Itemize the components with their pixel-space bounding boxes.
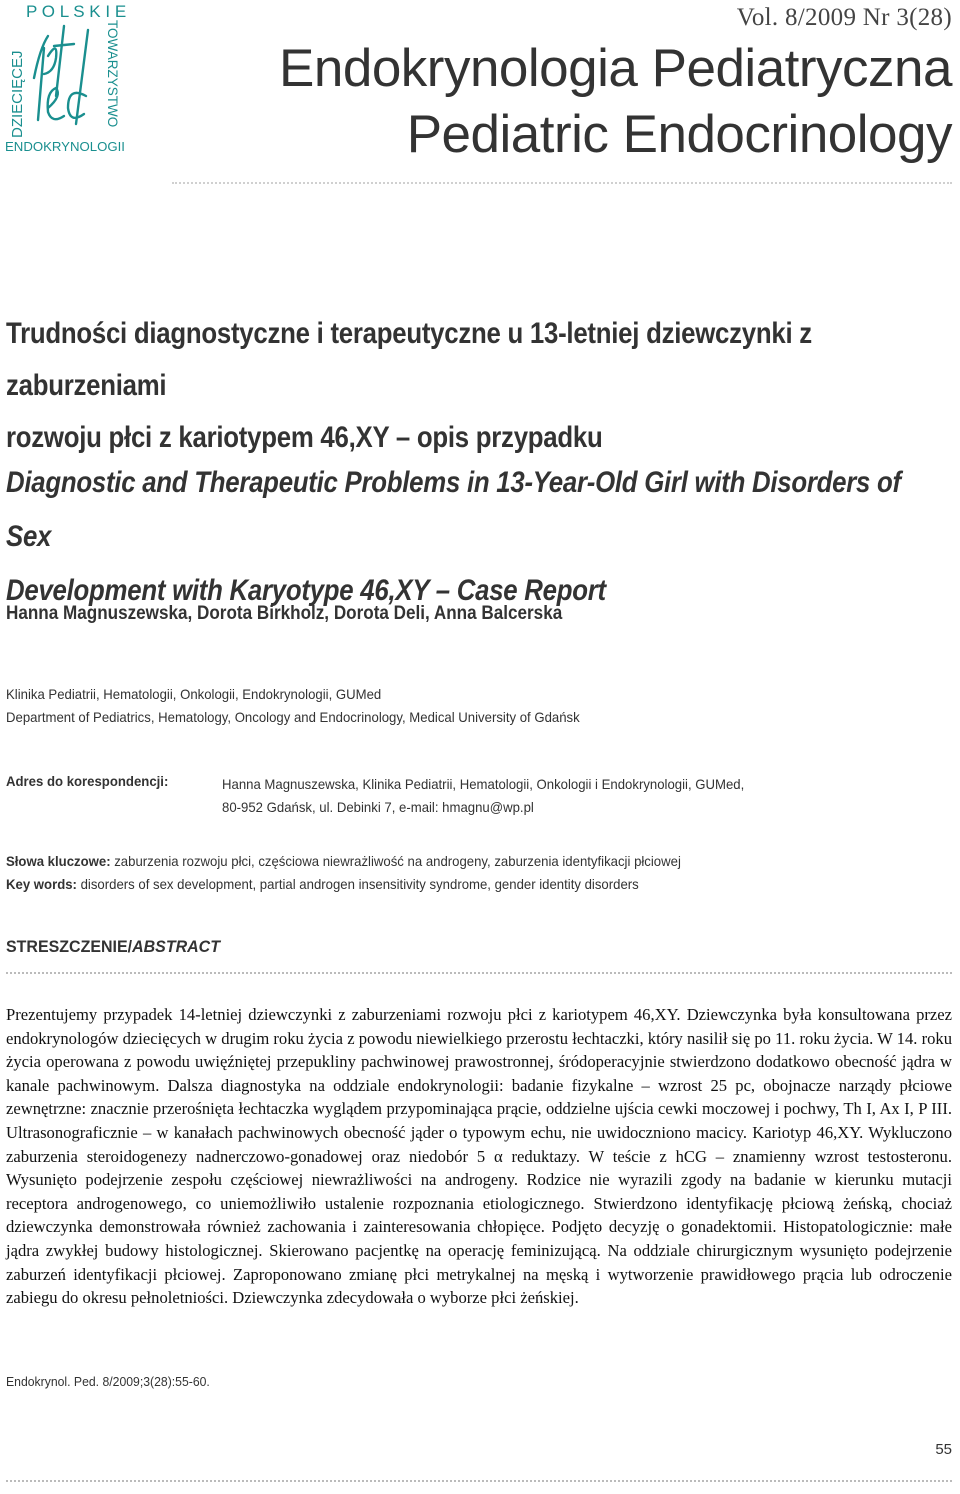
correspondence-label: Adres do korespondencji:	[6, 773, 169, 789]
logo-left-text: DZIECIĘCEJ	[9, 50, 26, 138]
keywords-pl-label: Słowa kluczowe:	[6, 853, 111, 869]
article-title-pl	[6, 308, 943, 464]
title-en-line-2: Development with Karyotype 46,XY – Case Report	[6, 574, 606, 607]
keywords-block	[6, 850, 681, 896]
affiliation-en: Department of Pediatrics, Hematology, Oncology and Endocrinology, Medical University of Gdańsk	[6, 709, 580, 725]
keywords-en	[6, 873, 681, 896]
logo-top-text: P O L S K I E	[26, 2, 126, 21]
abstract-heading-pl: STRESZCZENIE/	[6, 937, 133, 956]
abstract-divider	[6, 972, 952, 974]
authors: Hanna Magnuszewska, Dorota Birkholz, Dorota Deli, Anna Balcerska	[6, 603, 563, 624]
keywords-en-label: Key words:	[6, 876, 77, 892]
correspondence-address	[222, 773, 744, 819]
footer-divider	[6, 1480, 952, 1482]
citation: Endokrynol. Ped. 8/2009;3(28):55-60.	[6, 1374, 210, 1389]
keywords-en-text: disorders of sex development, partial androgen insensitivity syndrome, gender identity disorders	[76, 876, 639, 892]
correspondence-line-1: Hanna Magnuszewska, Klinika Pediatrii, Hematologii, Onkologii i Endokrynologii, GUMed,	[222, 776, 745, 792]
affiliation-pl: Klinika Pediatrii, Hematologii, Onkologii, Endokrynologii, GUMed	[6, 686, 382, 702]
title-pl-line-2: rozwoju płci z kariotypem 46,XY – opis przypadku	[6, 421, 603, 454]
correspondence-line-2: 80-952 Gdańsk, ul. Debinki 7, e-mail: hmagnu@wp.pl	[222, 799, 534, 815]
logo-monogram	[34, 26, 88, 124]
logo-right-text: TOWARZYSTWO	[105, 20, 120, 128]
volume-info: Vol. 8/2009 Nr 3(28)	[736, 4, 952, 31]
article-title-en	[6, 456, 943, 618]
journal-title-pl: Endokrynologia Pediatryczna	[279, 39, 952, 98]
keywords-pl	[6, 850, 681, 873]
abstract-heading-en: ABSTRACT	[132, 937, 220, 956]
title-en-line-1: Diagnostic and Therapeutic Problems in 13-Year-Old Girl with Disorders of Sex	[6, 466, 901, 553]
journal-logo	[4, 0, 126, 156]
page-number: 55	[935, 1441, 952, 1458]
logo-graphic	[4, 0, 126, 156]
title-pl-line-1: Trudności diagnostyczne i terapeutyczne u 13-letniej dziewczynki z zaburzeniami	[6, 317, 812, 402]
abstract-heading	[6, 937, 220, 957]
journal-title-en: Pediatric Endocrinology	[406, 105, 952, 164]
affiliation	[6, 683, 580, 729]
abstract-text: Prezentujemy przypadek 14-letniej dziewczynki z zaburzeniami rozwoju płci z kariotypem 46,XY. Dziewczynka była konsultowana przez endokrynologów dziecięcych w drugim roku życia z powodu niewielkiego przerostu łechtaczki, który nasilił się po 11. roku życia. W 14. roku życia operowana z powodu uwięźniętej przepukliny pachwinowej prawostronnej, śródoperacyjnie stwierdzono dodatkowo obecność jądra w kanale pachwinowym. Dalsza diagnostyka na oddziale endokrynologii: badanie fizykalne – wzrost 25 pc, obojnacze narządy płciowe zewnętrzne: znacznie przerośnięta łechtaczka wyglądem przypominająca prącie, oddzielne ujścia cewki moczowej i pochwy, Th I, Ax I, P III. Ultrasonograficznie – w kanałach pachwinowych obecność jąder o typowym echu, nie uwidoczniono macicy. Kariotyp 46,XY. Wykluczono zaburzenia steroidogenezy nadnerczowo-gonadowej oraz niedobór 5 α reduktazy. W teście z hCG – znamienny wzrost testosteronu. Wysunięto podejrzenie zespołu częściowej niewrażliwości na androgeny. Rodzice nie wyrazili zgody na badanie w kierunku mutacji receptora androgenowego, co uniemożliwiło ustalenie rozpoznania etiologicznego. Stwierdzono identyfikację płciową żeńską, chociaż dziewczynka demonstrowała również zachowania i zainteresowania chłopięce. Podjęto decyzję o gonadektomii. Histopatologicznie: małe jądra zwykłej budowy histologicznej. Skierowano pacjentkę na operację feminizującą. Na oddziale chirurgicznym wysunięto podejrzenie zaburzeń identyfikacji płciowej. Zaproponowano zmianę płci metrykalnej na męską i wytworzenie prawidłowego prącia lub odroczenie zabiegu do okresu pełnoletniości. Dziewczynka zdecydowała o wyborze płci żeńskiej.	[6, 1005, 952, 1308]
logo-bottom-text: ENDOKRYNOLOGII	[5, 139, 125, 154]
keywords-pl-text: zaburzenia rozwoju płci, częściowa niewrażliwość na androgeny, zaburzenia identyfikacji płciowej	[110, 853, 681, 869]
masthead-divider	[172, 182, 952, 184]
